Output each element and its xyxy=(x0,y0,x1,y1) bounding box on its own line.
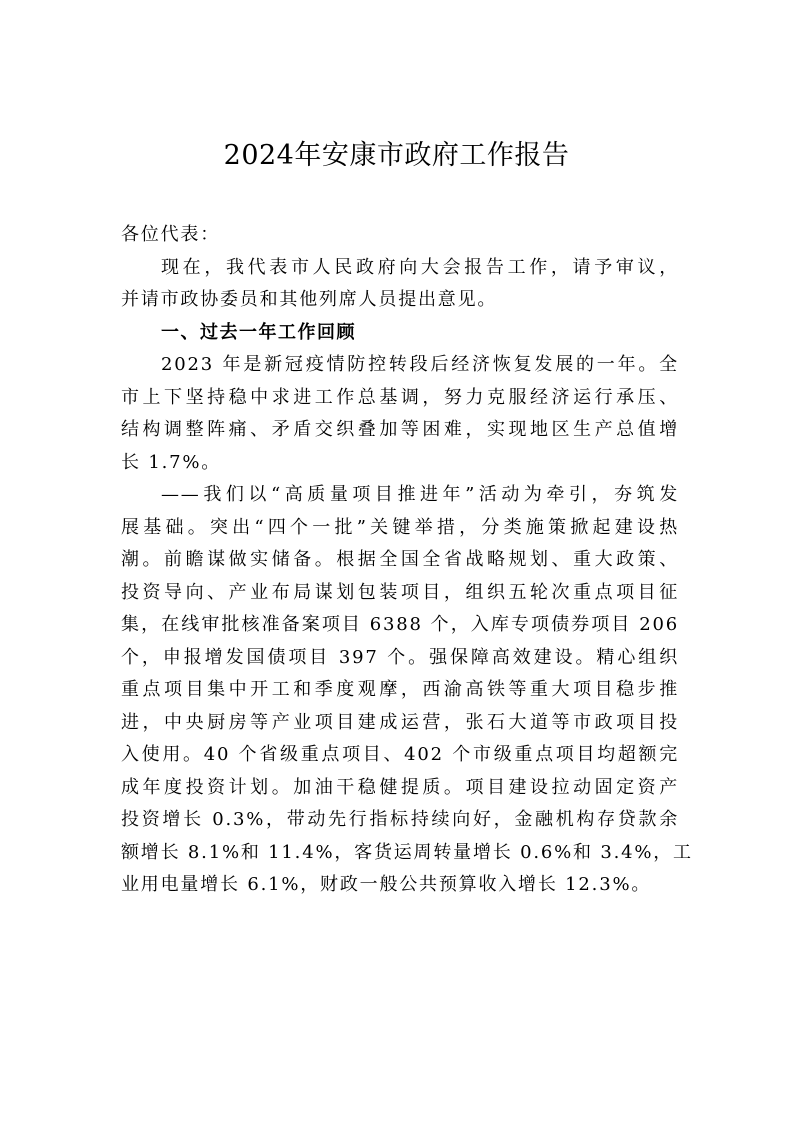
document-title: 2024年安康市政府工作报告 xyxy=(223,140,570,171)
para2-line-12: 额增长 8.1%和 11.4%，客货运周转量增长 0.6%和 3.4%，工 xyxy=(121,841,693,863)
para2-line-4: 投资导向、产业布局谋划包装项目，组织五轮次重点项目征 xyxy=(121,581,679,603)
section-heading-line: 一、过去一年工作回顾 xyxy=(161,321,356,343)
para1-line-2: 市上下坚持稳中求进工作总基调，努力克服经济运行承压、 xyxy=(121,386,679,408)
para2-line-1: ——我们以“高质量项目推进年”活动为牵引，夯筑发 xyxy=(161,484,679,505)
para2-line-11: 投资增长 0.3%，带动先行指标持续向好，金融机构存贷款余 xyxy=(121,809,679,830)
para2-line-2: 展基础。突出“四个一批”关键举措，分类施策掀起建设热 xyxy=(121,516,679,538)
para2-line-9: 入使用。40 个省级重点项目、402 个市级重点项目均超额完 xyxy=(121,744,679,765)
para1-line-4: 长 1.7%。 xyxy=(121,451,222,473)
para2-line-13: 业用电量增长 6.1%，财政一般公共预算收入增长 12.3%。 xyxy=(121,874,652,895)
paragraph-2 xyxy=(121,479,693,902)
para1-line-3: 结构调整阵痛、矛盾交织叠加等困难，实现地区生产总值增 xyxy=(121,419,679,440)
intro-paragraph xyxy=(121,252,679,317)
para2-line-10: 成年度投资计划。加油干稳健提质。项目建设拉动固定资产 xyxy=(121,776,679,798)
section-heading xyxy=(121,317,679,350)
paragraph-1 xyxy=(121,349,679,479)
para1-line-1: 2023 年是新冠疫情防控转段后经济恢复发展的一年。全 xyxy=(161,354,679,375)
document-body xyxy=(121,219,693,902)
salutation xyxy=(121,219,679,252)
para2-line-8: 进，中央厨房等产业项目建成运营，张石大道等市政项目投 xyxy=(121,711,679,733)
intro-line-2: 并请市政协委员和其他列席人员提出意见。 xyxy=(121,289,498,310)
para2-line-3: 潮。前瞻谋做实储备。根据全国全省战略规划、重大政策、 xyxy=(121,549,679,570)
intro-line-1: 现在，我代表市人民政府向大会报告工作，请予审议， xyxy=(161,256,679,278)
salutation-line: 各位代表： xyxy=(121,224,220,245)
para2-line-7: 重点项目集中开工和季度观摩，西渝高铁等重大项目稳步推 xyxy=(121,679,679,700)
para2-line-6: 个，申报增发国债项目 397 个。强保障高效建设。精心组织 xyxy=(121,646,679,668)
para2-line-5: 集，在线审批核准备案项目 6388 个，入库专项债券项目 206 xyxy=(121,614,679,635)
